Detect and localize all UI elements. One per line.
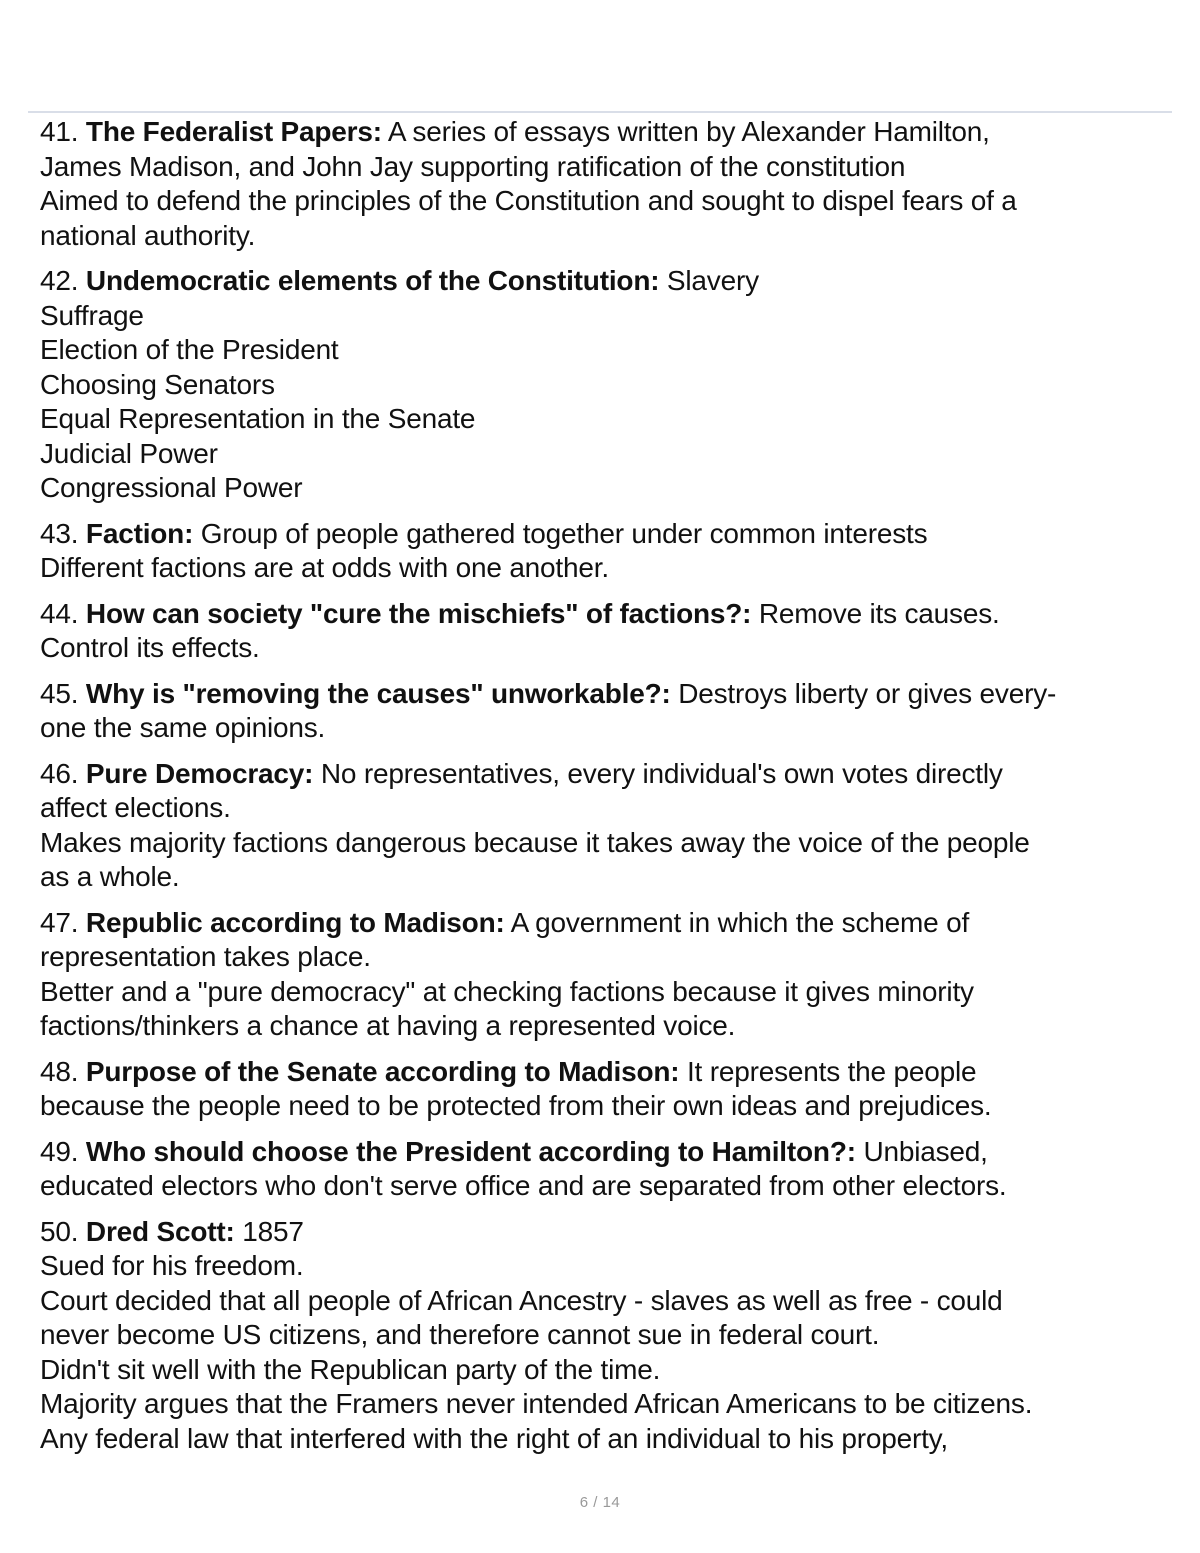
entry-line: factions/thinkers a chance at having a represented voice. [40, 1010, 736, 1041]
entry-term: Republic according to Madison: [85, 906, 505, 938]
entry-44 [40, 597, 1175, 666]
entry-text: No representatives, every individual's own votes directly [313, 757, 1003, 789]
entry-number: 47. [40, 906, 79, 938]
entry-text: Group of people gathered together under common interests [193, 517, 928, 549]
entry-term: Purpose of the Senate according to Madison: [85, 1055, 680, 1087]
entry-text: Remove its causes. [751, 597, 1000, 629]
document-body [40, 115, 1175, 1467]
entry-first-line [40, 264, 1175, 299]
entry-text: A government in which the scheme of [504, 906, 970, 938]
entry-term: Undemocratic elements of the Constitution: [85, 265, 660, 296]
entry-term: Why is "removing the causes" unworkable?: [85, 677, 671, 709]
entry-line: affect elections. [40, 792, 231, 823]
entry-text: It represents the people [679, 1055, 977, 1087]
entry-number: 42. [40, 265, 79, 296]
entry-line: representation takes place. [40, 941, 371, 972]
entry-line: Equal Representation in the Senate [40, 403, 476, 434]
entry-45 [40, 677, 1175, 746]
entry-47 [40, 906, 1175, 1044]
entry-line: Choosing Senators [40, 368, 275, 400]
entry-term: How can society "cure the mischiefs" of factions?: [85, 597, 752, 629]
entry-46 [40, 757, 1175, 895]
entry-text: 1857 [234, 1215, 304, 1247]
entry-line: one the same opinions. [40, 712, 326, 743]
entry-text: Destroys liberty or gives every- [670, 677, 1057, 709]
entry-term: Pure Democracy: [85, 757, 314, 789]
entry-50 [40, 1215, 1175, 1457]
entry-line: Any federal law that interfered with the right of an individual to his property, [40, 1422, 948, 1454]
entry-line: Court decided that all people of African Ancestry - slaves as well as free - could [40, 1284, 1003, 1316]
entry-line: as a whole. [40, 861, 180, 892]
entry-number: 48. [40, 1055, 79, 1087]
entry-text: Unbiased, [855, 1135, 988, 1167]
entry-first-line [40, 906, 1175, 941]
entry-line: Congressional Power [40, 472, 303, 503]
entry-line: educated electors who don't serve office and are separated from other electors. [40, 1170, 1007, 1201]
entry-line: Judicial Power [40, 437, 218, 469]
entry-line: because the people need to be protected from their own ideas and prejudices. [40, 1090, 992, 1121]
entry-line: Aimed to defend the principles of the Constitution and sought to dispel fears of a [40, 185, 1017, 216]
entry-line: Better and a "pure democracy" at checking factions because it gives minority [40, 975, 974, 1007]
entry-first-line [40, 1055, 1175, 1090]
entry-48 [40, 1055, 1175, 1124]
entry-43 [40, 517, 1175, 586]
entry-number: 43. [40, 517, 79, 549]
entry-line: Majority argues that the Framers never intended African Americans to be citizens. [40, 1388, 1033, 1419]
entry-line: Election of the President [40, 334, 339, 365]
entry-first-line [40, 677, 1175, 712]
entry-line: Didn't sit well with the Republican party of the time. [40, 1353, 661, 1385]
entry-first-line [40, 757, 1175, 792]
entry-first-line [40, 1135, 1175, 1170]
entry-text: A series of essays written by Alexander Hamilton, [381, 116, 990, 147]
entry-first-line [40, 115, 1175, 150]
entry-number: 50. [40, 1215, 79, 1247]
entry-line: James Madison, and John Jay supporting ratification of the constitution [40, 150, 906, 182]
entry-line: never become US citizens, and therefore cannot sue in federal court. [40, 1319, 880, 1350]
entry-term: Faction: [85, 517, 194, 549]
entry-term: Dred Scott: [85, 1215, 235, 1247]
entry-line: Different factions are at odds with one another. [40, 552, 609, 583]
entry-number: 46. [40, 757, 79, 789]
entry-line: Makes majority factions dangerous because it takes away the voice of the people [40, 826, 1030, 858]
entry-line: Control its effects. [40, 632, 260, 663]
top-divider [28, 111, 1172, 113]
entry-first-line [40, 1215, 1175, 1250]
entry-number: 49. [40, 1135, 79, 1167]
entry-42 [40, 264, 1175, 506]
entry-number: 41. [40, 116, 79, 147]
entry-number: 45. [40, 677, 79, 709]
entry-number: 44. [40, 597, 79, 629]
entry-49 [40, 1135, 1175, 1204]
entry-term: Who should choose the President according to Hamilton?: [85, 1135, 856, 1167]
entry-first-line [40, 517, 1175, 552]
entry-term: The Federalist Papers: [85, 116, 382, 147]
entry-line: Suffrage [40, 299, 144, 331]
entry-line: Sued for his freedom. [40, 1250, 304, 1281]
entry-text: Slavery [659, 265, 759, 296]
entry-first-line [40, 597, 1175, 632]
entry-41 [40, 115, 1175, 253]
entry-line: national authority. [40, 219, 256, 251]
page-indicator: 6 / 14 [579, 1494, 621, 1511]
